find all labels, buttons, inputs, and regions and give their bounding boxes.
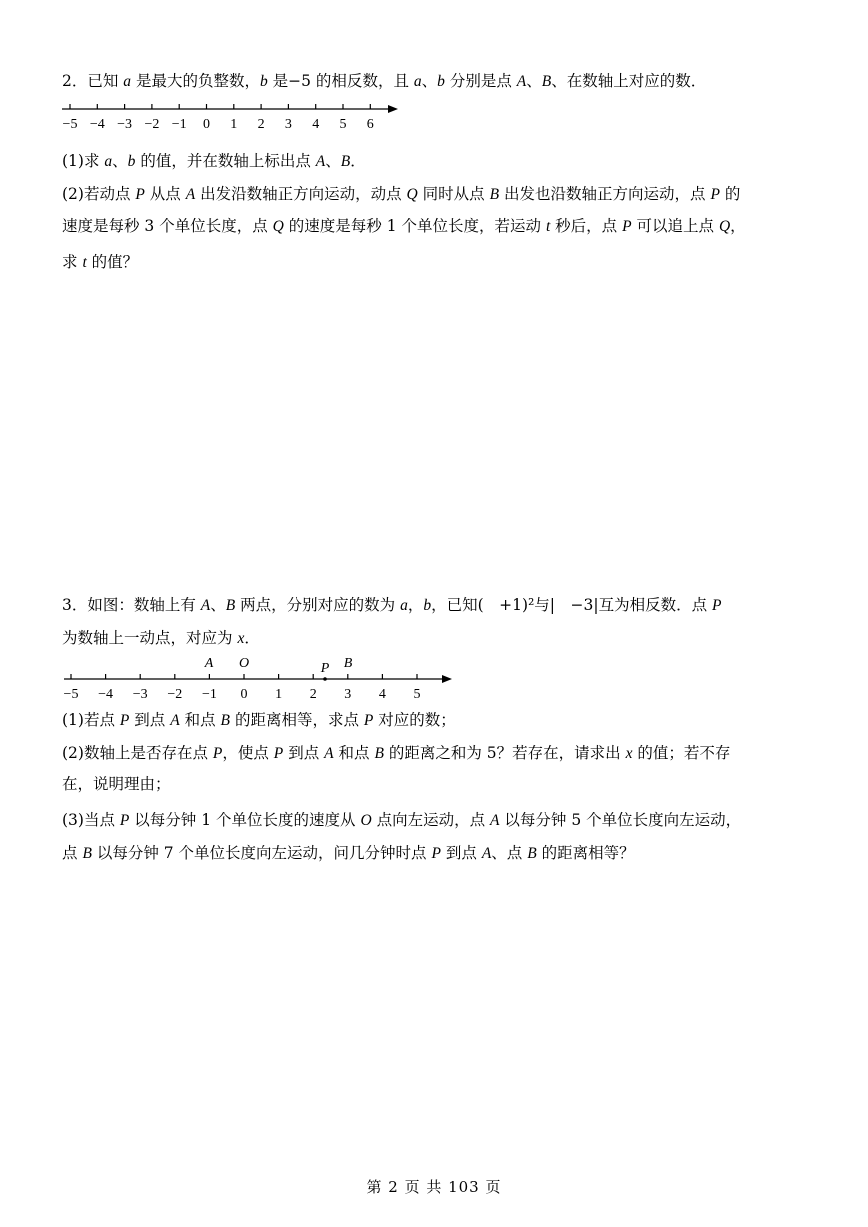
text-segment: ，使点 <box>222 744 274 762</box>
text-segment: 从点 <box>144 185 186 203</box>
text-segment: 的值？ <box>86 253 139 271</box>
q2-axis-tick-label: 0 <box>203 117 210 132</box>
text-segment: 、 <box>526 72 542 90</box>
math-variable: a <box>400 597 408 614</box>
text-segment: 的距离相等？ <box>536 844 635 862</box>
q3-axis-tick-label: 4 <box>378 687 386 702</box>
math-variable: B <box>220 712 231 729</box>
math-variable: P <box>135 186 145 203</box>
math-variable: P <box>363 712 374 729</box>
text-segment: 秒后，点 <box>550 217 623 235</box>
q3-axis-tick-label: 0 <box>240 687 248 702</box>
text-segment: ． <box>350 152 366 170</box>
text-segment: (3)当点 <box>62 811 120 829</box>
math-variable: A <box>185 186 196 203</box>
math-variable: a <box>413 73 422 90</box>
text-segment: ， <box>407 596 424 614</box>
q3-part2-line2 <box>62 773 171 795</box>
text-segment: 和点 <box>179 711 221 729</box>
q2-axis-tick-label: 3 <box>284 117 292 132</box>
q3-point-P-label: P <box>320 661 330 676</box>
text-segment: 到点 <box>283 744 325 762</box>
q3-point-P-dot <box>323 677 327 681</box>
text-segment: 可以追上点 <box>631 217 719 235</box>
math-variable: a <box>104 153 113 170</box>
text-segment: 到点 <box>129 711 171 729</box>
q2-axis-tick-label: 1 <box>230 117 238 132</box>
math-variable: A <box>200 597 211 614</box>
q3-axis-tick-label: −2 <box>167 687 183 702</box>
text-segment: (2)数轴上是否存在点 <box>62 744 213 762</box>
math-variable: P <box>119 812 130 829</box>
text-segment: 两点，分别对应的数为 <box>235 596 401 614</box>
text-segment: ， <box>730 217 746 235</box>
math-variable: B <box>489 186 500 203</box>
math-variable: P <box>431 845 441 862</box>
text-segment: 到点 <box>440 844 482 862</box>
text-segment: 的速度是每秒 1 个单位长度，若运动 <box>283 217 546 235</box>
q3-axis-tick-label: 1 <box>275 687 283 702</box>
text-segment: 分别是点 <box>444 72 517 90</box>
math-variable: b <box>127 153 136 170</box>
q3-part2-line1 <box>62 742 730 765</box>
text-segment: 求 <box>62 253 83 271</box>
text-segment: ． <box>244 629 260 647</box>
text-segment: 和点 <box>333 744 375 762</box>
math-variable: A <box>170 712 180 729</box>
math-variable: P <box>119 712 130 729</box>
q3-axis-tick-label: −1 <box>201 687 217 702</box>
math-variable: x <box>237 630 245 647</box>
math-variable: B <box>527 845 537 862</box>
math-variable: O <box>360 812 372 829</box>
text-segment: 在，说明理由； <box>62 775 171 793</box>
text-segment: (1)求 <box>62 152 105 170</box>
q2-axis-tick-label: 5 <box>339 117 347 132</box>
text-segment: 、 <box>210 596 226 614</box>
text-segment: 2．已知 <box>62 72 124 90</box>
text-segment: 为数轴上一动点，对应为 <box>62 629 238 647</box>
text-segment: 同时从点 <box>417 185 490 203</box>
math-variable: B <box>340 153 351 170</box>
math-variable: t <box>82 254 87 271</box>
math-variable: a <box>123 73 132 90</box>
q3-axis-tick-label: −4 <box>98 687 114 702</box>
math-variable: A <box>324 745 334 762</box>
text-segment: 、 <box>112 152 128 170</box>
text-segment: 、在数轴上对应的数． <box>551 72 707 90</box>
text-segment: 是−5 的相反数，且 <box>267 72 414 90</box>
text-segment: 以每分钟 5 个单位长度向左运动， <box>499 811 742 829</box>
math-variable: Q <box>272 218 284 235</box>
q2-axis-tick-label: −3 <box>117 117 133 132</box>
q3-point-A-label: A <box>204 656 214 671</box>
math-variable: b <box>259 73 268 90</box>
text-segment: 的值，并在数轴上标出点 <box>135 152 316 170</box>
q3-point-O-label: O <box>238 656 250 671</box>
q2-axis-tick-label: 6 <box>366 117 374 132</box>
q3-part3-line1 <box>62 809 741 832</box>
math-variable: b <box>437 73 445 90</box>
q3-axis-arrow <box>442 675 452 683</box>
text-segment: 以每分钟 1 个单位长度的速度从 <box>129 811 361 829</box>
q2-axis-tick-label: −5 <box>62 117 78 132</box>
text-segment: 出发也沿数轴正方向运动，点 <box>499 185 711 203</box>
q3-part3-line2 <box>62 842 635 865</box>
q3-axis-tick-label: 3 <box>344 687 352 702</box>
page-footer: 第 2 页 共 103 页 <box>366 1178 502 1196</box>
text-segment: 点 <box>62 844 83 862</box>
math-variable: A <box>481 845 492 862</box>
math-variable: b <box>423 597 432 614</box>
math-variable: Q <box>718 218 731 235</box>
math-variable: P <box>622 218 632 235</box>
text-segment: 对应的数； <box>373 711 456 729</box>
math-variable: P <box>712 597 722 614</box>
q2-axis-tick-label: −2 <box>144 117 160 132</box>
math-variable: B <box>541 73 552 90</box>
q2-axis-tick-label: −4 <box>89 117 105 132</box>
text-segment: 、 <box>325 152 341 170</box>
text-segment: 速度是每秒 3 个单位长度，点 <box>62 217 273 235</box>
text-segment: 3．如图：数轴上有 <box>62 596 201 614</box>
q3-part1 <box>62 709 456 732</box>
q2-axis-tick-label: −1 <box>171 117 187 132</box>
q3-point-B-label: B <box>343 656 353 671</box>
text-segment: 的距离之和为 5？若存在，请求出 <box>383 744 626 762</box>
math-variable: B <box>82 845 92 862</box>
q3-axis-tick-label: −3 <box>132 687 148 702</box>
math-variable: P <box>710 186 720 203</box>
math-variable: B <box>225 597 236 614</box>
math-variable: P <box>212 745 223 762</box>
math-variable: P <box>273 745 284 762</box>
text-segment: 的距离相等，求点 <box>230 711 364 729</box>
text-segment: 的 <box>719 185 741 203</box>
q3-axis-tick-label: −5 <box>63 687 79 702</box>
q3-axis-tick-label: 2 <box>309 687 317 702</box>
text-segment: (1)若点 <box>62 711 120 729</box>
math-variable: x <box>625 745 633 762</box>
math-variable: A <box>490 812 500 829</box>
math-variable: A <box>315 153 326 170</box>
text-segment: 的值；若不存 <box>632 744 731 762</box>
math-variable: A <box>516 73 527 90</box>
text-segment: 、点 <box>491 844 528 862</box>
math-variable: t <box>545 218 551 235</box>
math-variable: B <box>374 745 384 762</box>
text-segment: 以每分钟 7 个单位长度向左运动，问几分钟时点 <box>91 844 432 862</box>
text-segment: 出发沿数轴正方向运动，动点 <box>195 185 407 203</box>
text-segment: 是最大的负整数， <box>131 72 260 90</box>
math-variable: Q <box>406 186 418 203</box>
text-segment: (2)若动点 <box>62 185 136 203</box>
q3-axis-tick-label: 5 <box>413 687 421 702</box>
q2-axis-tick-label: 2 <box>257 117 265 132</box>
text-segment: 、 <box>421 72 438 90</box>
text-segment: ，已知( +1)²与| −3|互为相反数．点 <box>431 596 713 614</box>
q2-axis-tick-label: 4 <box>312 117 320 132</box>
text-segment: 点向左运动，点 <box>371 811 490 829</box>
